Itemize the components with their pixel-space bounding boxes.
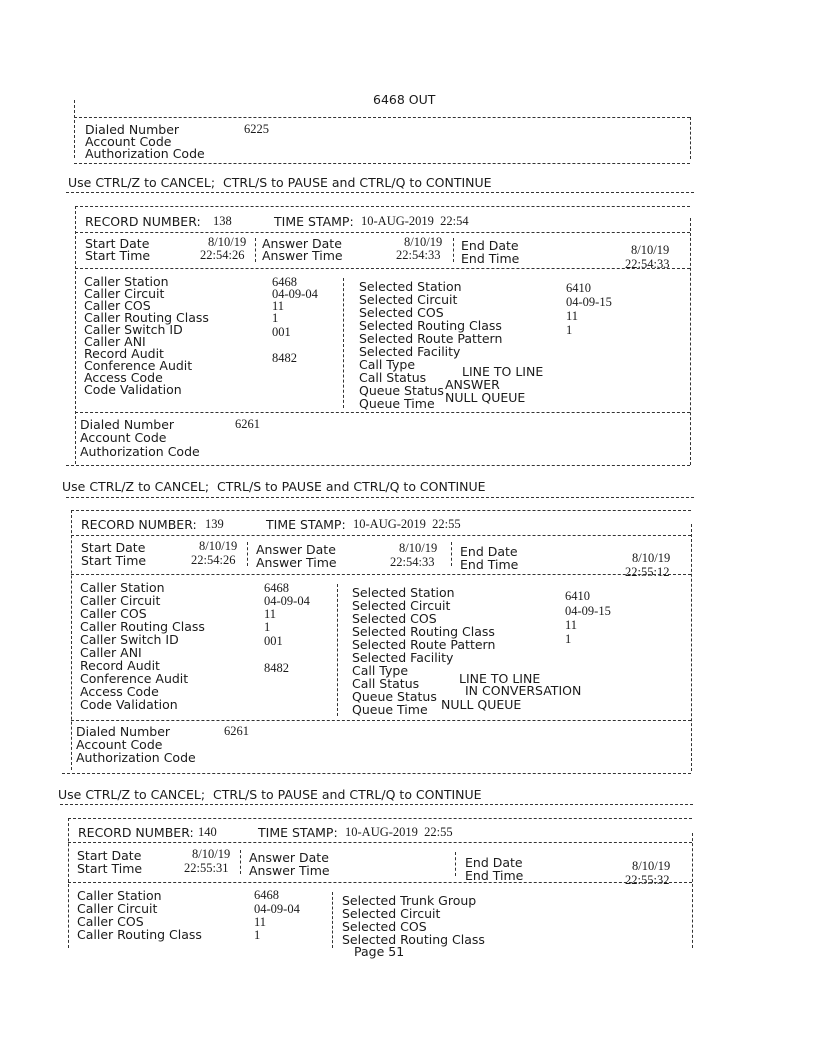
- divider: [75, 206, 690, 207]
- divider: [60, 804, 693, 805]
- caller-switch-id-value: 001: [272, 325, 291, 339]
- selected-station-label: Selected Station: [359, 279, 462, 294]
- end-time-label: End Time: [461, 251, 520, 266]
- call-status-value: ANSWER: [445, 377, 500, 392]
- divider: [68, 818, 692, 819]
- dialed-number-label: Dialed Number: [80, 417, 175, 432]
- divider: [691, 524, 692, 771]
- divider: [451, 542, 452, 566]
- divider: [68, 882, 692, 883]
- divider: [75, 232, 690, 233]
- account-code-label: Account Code: [85, 134, 172, 149]
- record-audit-value: 8482: [272, 351, 297, 365]
- caller-cos-value: 11: [254, 915, 267, 929]
- caller-switch-id-value: 001: [264, 634, 283, 648]
- authorization-code-label: Authorization Code: [80, 444, 200, 459]
- end-date-label: End Date: [461, 238, 519, 253]
- caller-routing-class-value: 1: [272, 311, 279, 325]
- record-number-value: 138: [213, 214, 232, 228]
- account-code-label: Account Code: [76, 737, 163, 752]
- time-stamp-value: 10-AUG-2019 22:55: [353, 517, 461, 531]
- call-type-label: Call Type: [352, 663, 409, 678]
- divider: [75, 268, 690, 269]
- dialed-number-value: 6261: [235, 417, 260, 431]
- time-stamp-value: 10-AUG-2019 22:54: [361, 214, 469, 228]
- queue-time-label: Queue Time: [352, 702, 428, 717]
- instruction-text: Use CTRL/Z to CANCEL; CTRL/S to PAUSE and CTRL/Q to CONTINUE: [58, 787, 482, 802]
- start-date-label: Start Date: [77, 848, 142, 863]
- caller-ani-label: Caller ANI: [84, 334, 146, 349]
- caller-station-value: 6468: [254, 888, 279, 902]
- divider: [66, 497, 694, 498]
- divider: [66, 192, 694, 193]
- divider: [247, 542, 248, 566]
- start-time-label: Start Time: [77, 861, 143, 876]
- caller-circuit-label: Caller Circuit: [77, 901, 158, 916]
- divider: [71, 535, 691, 536]
- instruction-text: Use CTRL/Z to CANCEL; CTRL/S to PAUSE and CTRL/Q to CONTINUE: [62, 479, 486, 494]
- divider: [71, 510, 691, 511]
- selected-station-label: Selected Station: [352, 585, 455, 600]
- start-date-value: 8/10/19: [192, 847, 231, 861]
- call-type-value: LINE TO LINE: [459, 671, 541, 686]
- caller-circuit-value: 04-09-04: [264, 594, 310, 608]
- divider: [66, 465, 690, 466]
- caller-station-label: Caller Station: [84, 274, 169, 289]
- caller-circuit-label: Caller Circuit: [80, 593, 161, 608]
- time-stamp-label: TIME STAMP:: [274, 214, 354, 229]
- divider: [690, 218, 691, 465]
- record-audit-label: Record Audit: [80, 658, 160, 673]
- caller-station-label: Caller Station: [80, 580, 165, 595]
- selected-routing-class-label: Selected Routing Class: [342, 932, 485, 947]
- time-stamp-value: 10-AUG-2019 22:55: [345, 825, 453, 839]
- selected-facility-label: Selected Facility: [352, 650, 454, 665]
- start-time-label: Start Time: [81, 553, 147, 568]
- time-stamp-label: TIME STAMP:: [266, 517, 346, 532]
- record-number-value: 139: [205, 517, 224, 531]
- caller-circuit-label: Caller Circuit: [84, 286, 165, 301]
- answer-date-value: 8/10/19: [399, 541, 438, 555]
- divider: [68, 842, 692, 843]
- selected-routing-class-value: 1: [566, 323, 573, 337]
- caller-switch-id-label: Caller Switch ID: [84, 322, 183, 337]
- queue-status-value: NULL QUEUE: [441, 697, 522, 712]
- selected-circuit-label: Selected Circuit: [342, 906, 441, 921]
- divider: [343, 278, 344, 408]
- divider: [240, 850, 241, 874]
- record-number-value: 140: [198, 825, 217, 839]
- time-stamp-label: TIME STAMP:: [258, 825, 338, 840]
- start-date-label: Start Date: [81, 540, 146, 555]
- start-date-value: 8/10/19: [199, 539, 238, 553]
- selected-route-pattern-label: Selected Route Pattern: [359, 331, 503, 346]
- caller-routing-class-label: Caller Routing Class: [77, 927, 202, 942]
- caller-cos-label: Caller COS: [80, 606, 147, 621]
- divider: [68, 818, 69, 948]
- dialed-number-value: 6225: [244, 122, 269, 136]
- selected-routing-class-value: 1: [565, 632, 572, 646]
- answer-time-label: Answer Time: [262, 248, 343, 263]
- end-date-value: 8/10/19: [631, 243, 670, 257]
- divider: [75, 206, 76, 464]
- selected-cos-label: Selected COS: [359, 305, 444, 320]
- divider: [62, 773, 691, 774]
- start-time-value: 22:54:26: [191, 553, 236, 567]
- selected-station-value: 6410: [565, 589, 590, 603]
- selected-circuit-value: 04-09-15: [565, 604, 611, 618]
- answer-date-value: 8/10/19: [404, 235, 443, 249]
- caller-cos-value: 11: [264, 607, 277, 621]
- selected-station-value: 6410: [566, 281, 591, 295]
- page-title: 6468 OUT: [373, 92, 436, 107]
- selected-routing-class-label: Selected Routing Class: [359, 318, 502, 333]
- divider: [337, 584, 338, 716]
- record-audit-value: 8482: [264, 661, 289, 675]
- selected-cos-label: Selected COS: [342, 919, 427, 934]
- selected-circuit-value: 04-09-15: [566, 295, 612, 309]
- divider: [255, 238, 256, 262]
- divider: [71, 720, 691, 721]
- end-date-label: End Date: [460, 544, 518, 559]
- selected-circuit-label: Selected Circuit: [359, 292, 458, 307]
- end-time-value: 22:54:33: [625, 257, 670, 271]
- end-date-value: 8/10/19: [632, 551, 671, 565]
- selected-trunk-group-label: Selected Trunk Group: [342, 893, 477, 908]
- account-code-label: Account Code: [80, 430, 167, 445]
- start-time-value: 22:55:31: [184, 861, 229, 875]
- call-status-label: Call Status: [359, 370, 427, 385]
- authorization-code-label: Authorization Code: [85, 146, 205, 161]
- record-audit-label: Record Audit: [84, 346, 164, 361]
- answer-date-label: Answer Date: [249, 850, 329, 865]
- divider: [71, 574, 691, 575]
- call-type-label: Call Type: [359, 357, 416, 372]
- start-date-value: 8/10/19: [208, 235, 247, 249]
- selected-circuit-label: Selected Circuit: [352, 598, 451, 613]
- end-date-label: End Date: [465, 855, 523, 870]
- dialed-number-label: Dialed Number: [76, 724, 171, 739]
- start-time-value: 22:54:26: [200, 248, 245, 262]
- call-type-value: LINE TO LINE: [462, 364, 544, 379]
- call-status-label: Call Status: [352, 676, 420, 691]
- conference-audit-label: Conference Audit: [84, 358, 193, 373]
- answer-time-value: 22:54:33: [396, 248, 441, 262]
- caller-circuit-value: 04-09-04: [272, 287, 318, 301]
- caller-routing-class-value: 1: [264, 620, 271, 634]
- selected-facility-label: Selected Facility: [359, 344, 461, 359]
- divider: [74, 117, 690, 118]
- caller-station-label: Caller Station: [77, 888, 162, 903]
- caller-switch-id-label: Caller Switch ID: [80, 632, 179, 647]
- dialed-number-value: 6261: [224, 724, 249, 738]
- authorization-code-label: Authorization Code: [76, 750, 196, 765]
- queue-status-label: Queue Status: [359, 383, 444, 398]
- start-date-label: Start Date: [85, 236, 150, 251]
- page-number: Page 51: [354, 944, 405, 959]
- selected-route-pattern-label: Selected Route Pattern: [352, 637, 496, 652]
- end-date-value: 8/10/19: [632, 859, 671, 873]
- divider: [75, 412, 690, 413]
- call-status-value: IN CONVERSATION: [465, 683, 582, 698]
- start-time-label: Start Time: [85, 248, 151, 263]
- selected-cos-label: Selected COS: [352, 611, 437, 626]
- caller-station-value: 6468: [272, 275, 297, 289]
- record-number-label: RECORD NUMBER:: [78, 825, 194, 840]
- code-validation-label: Code Validation: [80, 697, 178, 712]
- caller-ani-label: Caller ANI: [80, 645, 142, 660]
- answer-time-label: Answer Time: [249, 863, 330, 878]
- code-validation-label: Code Validation: [84, 382, 182, 397]
- divider: [332, 892, 333, 948]
- record-number-label: RECORD NUMBER:: [85, 214, 201, 229]
- answer-time-value: 22:54:33: [390, 555, 435, 569]
- access-code-label: Access Code: [84, 370, 163, 385]
- queue-status-label: Queue Status: [352, 689, 437, 704]
- answer-date-label: Answer Date: [262, 236, 342, 251]
- caller-circuit-value: 04-09-04: [254, 902, 300, 916]
- instruction-text: Use CTRL/Z to CANCEL; CTRL/S to PAUSE and CTRL/Q to CONTINUE: [68, 175, 492, 190]
- divider: [692, 833, 693, 948]
- selected-routing-class-label: Selected Routing Class: [352, 624, 495, 639]
- conference-audit-label: Conference Audit: [80, 671, 189, 686]
- divider: [71, 510, 72, 770]
- divider: [453, 238, 454, 262]
- caller-routing-class-label: Caller Routing Class: [84, 310, 209, 325]
- end-time-label: End Time: [460, 557, 519, 572]
- end-time-label: End Time: [465, 868, 524, 883]
- access-code-label: Access Code: [80, 684, 159, 699]
- end-time-value: 22:55:32: [625, 873, 670, 887]
- divider: [690, 117, 691, 159]
- answer-time-label: Answer Time: [256, 555, 337, 570]
- dialed-number-label: Dialed Number: [85, 122, 180, 137]
- divider: [74, 163, 690, 164]
- selected-cos-value: 11: [566, 309, 579, 323]
- queue-status-value: NULL QUEUE: [445, 390, 526, 405]
- end-time-value: 22:55:12: [625, 565, 670, 579]
- queue-time-label: Queue Time: [359, 396, 435, 411]
- caller-routing-class-label: Caller Routing Class: [80, 619, 205, 634]
- caller-cos-value: 11: [272, 299, 285, 313]
- divider: [455, 852, 456, 876]
- caller-cos-label: Caller COS: [77, 914, 144, 929]
- answer-date-label: Answer Date: [256, 542, 336, 557]
- caller-routing-class-value: 1: [254, 928, 261, 942]
- selected-cos-value: 11: [565, 618, 578, 632]
- caller-station-value: 6468: [264, 581, 289, 595]
- record-number-label: RECORD NUMBER:: [81, 517, 197, 532]
- divider: [74, 100, 75, 158]
- caller-cos-label: Caller COS: [84, 298, 151, 313]
